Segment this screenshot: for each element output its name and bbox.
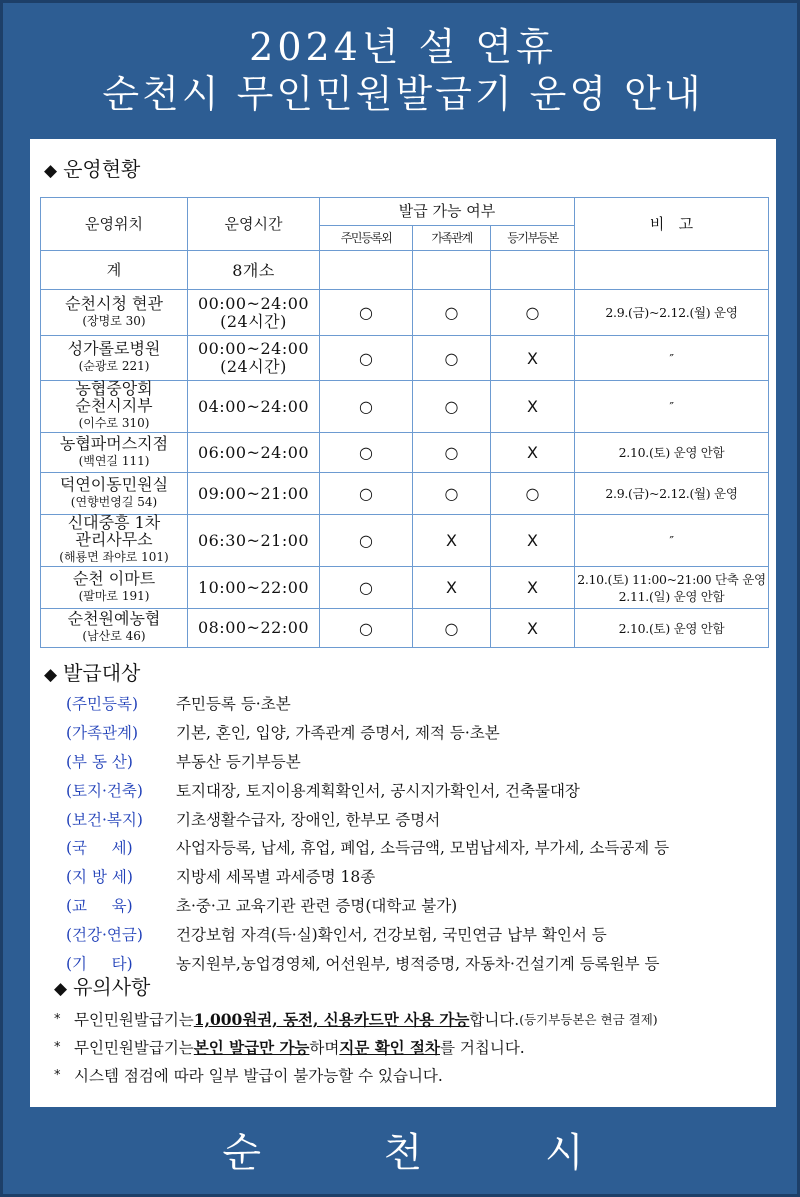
table-row <box>41 336 769 381</box>
remark-text: 2.9.(금)~2.12.(월) 운영 <box>605 305 738 320</box>
hours-cell <box>188 336 320 381</box>
target-category: (기 타) <box>66 954 133 973</box>
mark-registry: X <box>491 567 575 609</box>
subheader-resident: 주민등록외 <box>320 226 413 251</box>
poster-title <box>3 25 800 119</box>
subheader-registry: 등기부등본 <box>491 226 575 251</box>
footer-signature: 순 천 시 <box>222 1130 584 1176</box>
content-panel <box>30 139 776 1107</box>
target-documents: 건강보험 자격(득·실)확인서, 건강보험, 국민연금 납부 확인서 등 <box>176 925 607 944</box>
target-category: (국 세) <box>66 839 133 858</box>
targets-section-heading: ◆ 발급대상 <box>44 661 141 685</box>
total-row <box>41 251 769 290</box>
hours-cell <box>188 381 320 433</box>
location-cell <box>41 567 188 609</box>
remark-cell <box>575 433 769 473</box>
target-category: (주민등록) <box>66 695 138 714</box>
remark-text-line-2: 2.11.(일) 운영 안함 <box>618 588 725 604</box>
table-row <box>41 290 769 336</box>
target-item <box>66 689 766 718</box>
location-name: 순천시청 현관 <box>65 293 163 313</box>
table-row <box>41 515 769 567</box>
mark-registry: X <box>491 336 575 381</box>
mark-family: ○ <box>413 473 491 515</box>
mark-family: ○ <box>413 381 491 433</box>
target-item <box>66 919 766 948</box>
mark-family: ○ <box>413 290 491 336</box>
operation-table <box>40 197 769 648</box>
remark-text: 2.9.(금)~2.12.(월) 운영 <box>605 486 738 501</box>
mark-registry: X <box>491 433 575 473</box>
hours-value: 04:00~24:00 <box>197 396 310 416</box>
target-documents: 지방세 세목별 과세증명 18종 <box>176 868 376 887</box>
subheader-family: 가족관계 <box>413 226 491 251</box>
table-row <box>41 473 769 515</box>
remark-cell <box>575 290 769 336</box>
hours-cell <box>188 515 320 567</box>
target-documents: 기본, 혼인, 입양, 가족관계 증명서, 제적 등·초본 <box>176 724 500 743</box>
note-item: * 시스템 점검에 따라 일부 발급이 불가능할 수 있습니다. <box>54 1067 443 1085</box>
remark-cell <box>575 381 769 433</box>
remark-text: 2.10.(토) 11:00~21:00 단축 운영 <box>577 571 766 587</box>
location-address: (장명로 30) <box>82 313 146 328</box>
location-name: 덕연이동민원실 <box>59 474 169 494</box>
target-item <box>66 747 766 776</box>
hours-cell <box>188 609 320 648</box>
target-item <box>66 718 766 747</box>
remark-cell <box>575 473 769 515</box>
remark-text: ″ <box>669 399 674 414</box>
hours-cell <box>188 433 320 473</box>
hours-cell <box>188 290 320 336</box>
mark-resident: ○ <box>320 567 413 609</box>
diamond-bullet-icon: ◆ <box>44 665 58 685</box>
location-name: 신대중흥 1차 <box>67 513 161 532</box>
location-name: 농협중앙회 <box>75 379 153 398</box>
target-category: (건강·연금) <box>66 925 143 944</box>
status-section-heading: ◆ 운영현황 <box>44 157 141 181</box>
header-remarks: 비 고 <box>575 198 769 251</box>
mark-registry: X <box>491 609 575 648</box>
mark-family: X <box>413 515 491 567</box>
location-address: (팔마로 191) <box>78 588 150 603</box>
location-name: 농협파머스지점 <box>59 433 169 453</box>
mark-resident: ○ <box>320 515 413 567</box>
mark-registry: X <box>491 381 575 433</box>
asterisk-icon: * <box>54 1011 61 1027</box>
remark-text: ″ <box>669 350 674 366</box>
location-cell <box>41 609 188 648</box>
location-address: (남산로 46) <box>82 629 146 643</box>
remark-cell <box>575 515 769 567</box>
location-cell <box>41 381 188 433</box>
location-address: (이수로 310) <box>78 416 150 430</box>
target-documents: 토지대장, 토지이용계획확인서, 공시지가확인서, 건축물대장 <box>176 781 580 800</box>
mark-resident: ○ <box>320 433 413 473</box>
location-name: 성가롤로병원 <box>67 339 161 358</box>
hours-cell <box>188 567 320 609</box>
target-item <box>66 891 766 920</box>
total-label: 계 <box>41 251 188 290</box>
hours-value: 00:00~24:00 <box>197 339 310 358</box>
target-category: (교 육) <box>66 896 133 915</box>
remark-text: 2.10.(토) 운영 안함 <box>618 445 725 460</box>
target-item <box>66 862 766 891</box>
notes-list <box>54 1005 774 1089</box>
location-name: 순천 이마트 <box>72 568 156 588</box>
target-category: (지 방 세) <box>66 868 133 887</box>
target-documents: 사업자등록, 납세, 휴업, 폐업, 소득금액, 모범납세자, 부가세, 소득공제 등 <box>176 839 670 858</box>
location-address: (해룡면 좌야로 101) <box>59 550 169 564</box>
hours-cell <box>188 473 320 515</box>
target-item <box>66 948 766 977</box>
remark-cell <box>575 609 769 648</box>
mark-registry: X <box>491 515 575 567</box>
mark-resident: ○ <box>320 336 413 381</box>
hours-value: 08:00~22:00 <box>197 618 310 637</box>
hours-note: (24시간) <box>220 357 287 376</box>
table-row <box>41 567 769 609</box>
target-category: (토지·건축) <box>66 781 143 800</box>
remark-cell <box>575 336 769 381</box>
hours-value: 10:00~22:00 <box>197 577 310 597</box>
diamond-bullet-icon: ◆ <box>44 161 58 181</box>
target-category: (가족관계) <box>66 724 138 743</box>
hours-value: 06:30~21:00 <box>197 530 310 550</box>
target-item <box>66 804 766 833</box>
mark-resident: ○ <box>320 290 413 336</box>
remark-text: 2.10.(토) 운영 안함 <box>618 620 725 636</box>
remark-text: ″ <box>669 533 674 548</box>
location-address: (백연길 111) <box>78 453 150 468</box>
asterisk-icon: * <box>54 1039 61 1055</box>
target-documents: 부동산 등기부등본 <box>176 752 301 771</box>
mark-resident: ○ <box>320 473 413 515</box>
header-location: 운영위치 <box>41 198 188 251</box>
location-cell <box>41 433 188 473</box>
location-cell <box>41 290 188 336</box>
note-item: * 무인민원발급기는 본인 발급만 가능 하며 지문 확인 절차 를 거칩니다. <box>54 1038 525 1057</box>
diamond-bullet-icon: ◆ <box>54 979 68 999</box>
location-cell <box>41 515 188 567</box>
mark-resident: ○ <box>320 381 413 433</box>
hours-value: 06:00~24:00 <box>197 442 310 462</box>
hours-note: (24시간) <box>220 311 287 331</box>
notes-section-heading: ◆ 유의사항 <box>54 975 151 999</box>
mark-family: X <box>413 567 491 609</box>
header-availability: 발급 가능 여부 <box>320 198 575 226</box>
target-documents: 농지원부,농업경영체, 어선원부, 병적증명, 자동차·건설기계 등록원부 등 <box>176 954 660 973</box>
title-line-2: 순천시 무인민원발급기 운영 안내 <box>102 72 704 116</box>
mark-registry: ○ <box>491 290 575 336</box>
mark-family: ○ <box>413 336 491 381</box>
location-name-line-2: 순천시지부 <box>75 396 153 415</box>
location-address: (연향번영길 54) <box>70 494 158 509</box>
target-category: (보건·복지) <box>66 810 143 829</box>
target-documents: 초·중·고 교육기관 관련 증명(대학교 불가) <box>176 896 458 915</box>
target-list <box>66 689 766 977</box>
location-name-line-2: 관리사무소 <box>75 530 153 549</box>
table-row <box>41 433 769 473</box>
location-cell <box>41 336 188 381</box>
header-hours: 운영시간 <box>188 198 320 251</box>
mark-family: ○ <box>413 433 491 473</box>
remark-cell <box>575 567 769 609</box>
target-item <box>66 833 766 862</box>
location-address: (순광로 221) <box>78 359 150 373</box>
mark-family: ○ <box>413 609 491 648</box>
target-item <box>66 775 766 804</box>
mark-registry: ○ <box>491 473 575 515</box>
table-row <box>41 381 769 433</box>
mark-resident: ○ <box>320 609 413 648</box>
hours-value: 00:00~24:00 <box>197 293 310 313</box>
location-cell <box>41 473 188 515</box>
target-category: (부 동 산) <box>66 752 133 771</box>
location-name: 순천원예농협 <box>67 609 161 628</box>
target-documents: 기초생활수급자, 장애인, 한부모 증명서 <box>176 810 441 829</box>
title-line-1: 2024년 설 연휴 <box>249 25 557 69</box>
note-item: * 무인민원발급기는 1,000원권, 동전, 신용카드만 사용 가능 합니다. (등기부등본은 현금 결제) <box>54 1010 658 1029</box>
hours-value: 09:00~21:00 <box>197 483 310 503</box>
table-row <box>41 609 769 648</box>
target-documents: 주민등록 등·초본 <box>176 695 291 714</box>
asterisk-icon: * <box>54 1067 61 1083</box>
total-value: 8개소 <box>188 251 320 290</box>
